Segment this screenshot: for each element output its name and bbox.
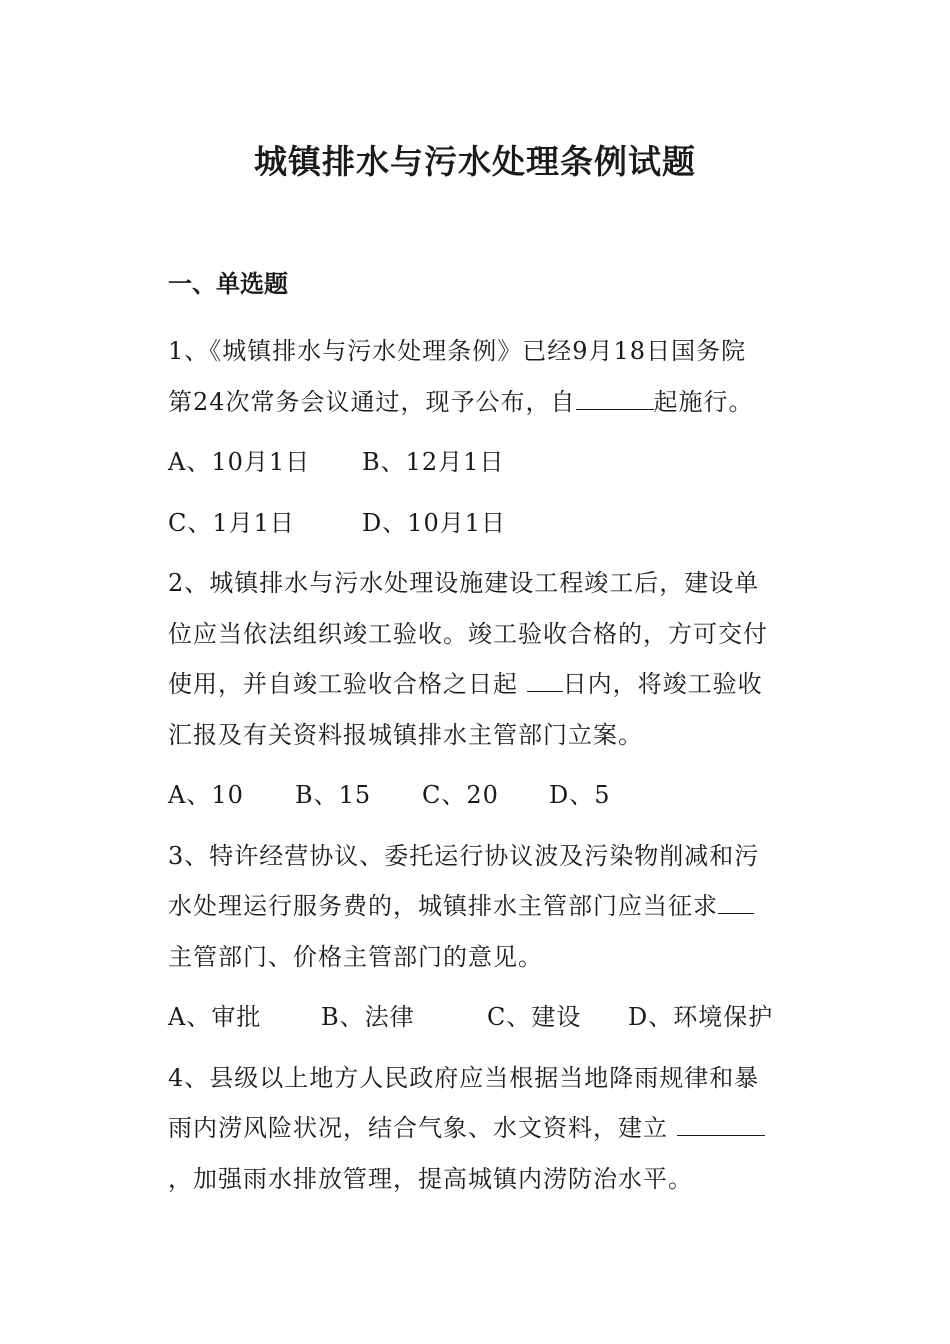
question-4-line-2: [168, 1103, 788, 1154]
question-1-line-1: 1、《城镇排水与污水处理条例》已经9月18日国务院: [168, 337, 747, 365]
option-c: C、1月1日: [168, 508, 295, 537]
question-3-line-3: 主管部门、价格主管部门的意见。: [168, 942, 543, 971]
option-a: A、审批: [168, 1003, 262, 1031]
question-2-options: [168, 770, 788, 821]
question-4-line-1: 4、县级以上地方人民政府应当根据当地降雨规律和暴: [168, 1063, 760, 1092]
question-2-line-2: 位应当依法组织竣工验收。竣工验收合格的，方可交付: [168, 619, 768, 648]
question-3-line-2: [168, 881, 788, 932]
question-2-line-1: 2、城镇排水与污水处理设施建设工程竣工后，建设单: [168, 569, 760, 597]
question-2-text-b: 日内，将竣工验收: [562, 670, 763, 698]
question-3-text-a: 水处理运行服务费的，城镇排水主管部门应当征求: [168, 892, 718, 920]
question-1-text-b: 起施行。: [653, 387, 754, 416]
option-a: A、10月1日: [168, 448, 311, 476]
question-4: [168, 1053, 788, 1205]
question-2-text-a: 使用，并自竣工验收合格之日起: [168, 670, 527, 698]
answer-blank: [527, 667, 563, 692]
question-1-line-2: [168, 377, 788, 428]
option-d: D、10月1日: [362, 508, 507, 537]
question-3-line-1: 3、特许经营协议、委托运行协议波及污染物削减和污: [168, 841, 760, 870]
question-1-text-a: 第24次常务会议通过，现予公布，自: [168, 387, 576, 416]
option-c: C、建设: [487, 1003, 582, 1031]
answer-blank: [677, 1111, 765, 1136]
answer-blank: [718, 889, 754, 914]
question-1-options: [168, 437, 788, 488]
question-list: [168, 326, 788, 1214]
question-1-options-2: [168, 498, 788, 549]
option-a: A、10: [168, 781, 244, 809]
option-b: B、15: [295, 781, 372, 809]
question-2: [168, 558, 788, 760]
answer-blank: [576, 385, 654, 410]
section-heading: 一、单选题: [168, 270, 288, 298]
question-1: [168, 326, 788, 427]
option-b: B、12月1日: [362, 448, 505, 476]
document-title: 城镇排水与污水处理条例试题: [254, 142, 696, 181]
option-c: C、20: [422, 781, 499, 809]
question-4-line-3: ，加强雨水排放管理，提高城镇内涝防治水平。: [168, 1164, 693, 1193]
question-3: [168, 831, 788, 983]
question-3-options: [168, 992, 788, 1043]
question-2-line-4: 汇报及有关资料报城镇排水主管部门立案。: [168, 720, 643, 749]
question-4-text-a: 雨内涝风险状况，结合气象、水文资料，建立: [168, 1114, 677, 1142]
question-2-line-3: [168, 659, 788, 710]
option-d: D、5: [549, 781, 611, 809]
option-d: D、环境保护: [628, 1003, 774, 1031]
option-b: B、法律: [321, 1003, 415, 1031]
